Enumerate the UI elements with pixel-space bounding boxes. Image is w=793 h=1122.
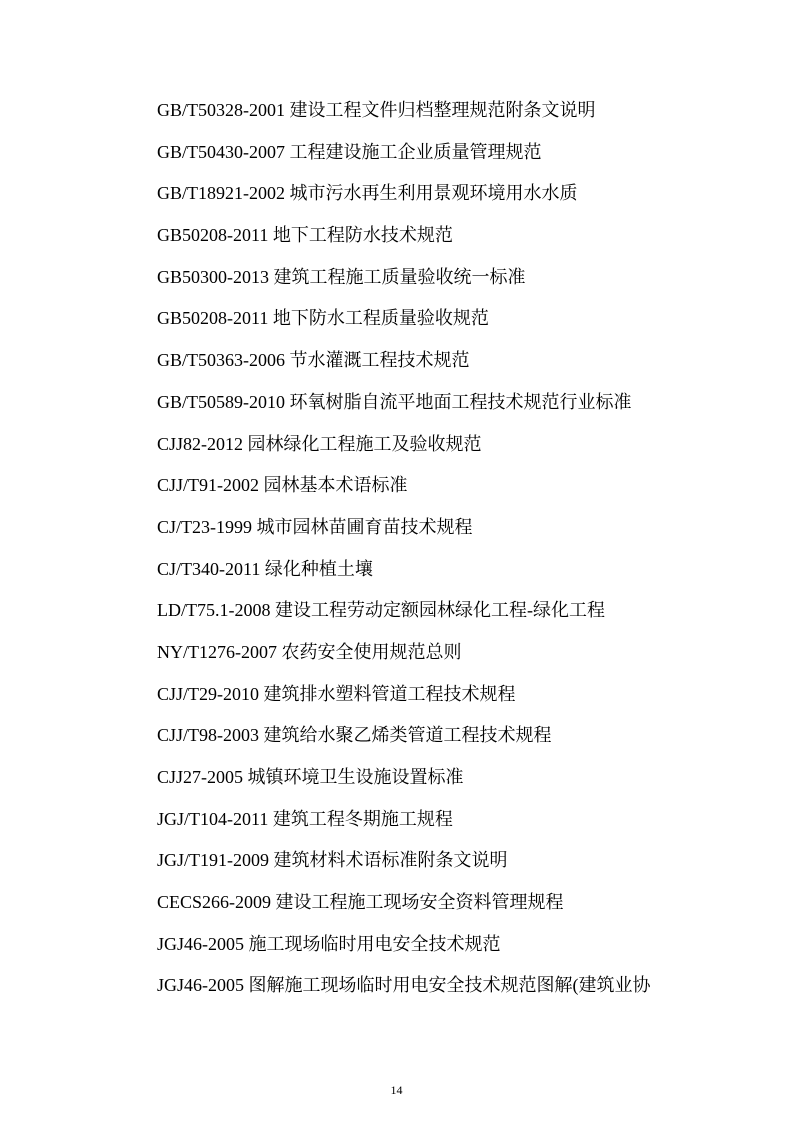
standard-item: GB/T50363-2006 节水灌溉工程技术规范 (157, 350, 470, 371)
standard-item: CJ/T340-2011 绿化种植土壤 (157, 558, 373, 579)
standard-item: NY/T1276-2007 农药安全使用规范总则 (157, 641, 462, 662)
standard-item: JGJ46-2005 图解施工现场临时用电安全技术规范图解(建筑业协 (157, 975, 651, 996)
standard-item: CJJ/T91-2002 园林基本术语标准 (157, 475, 408, 496)
standard-item: GB50300-2013 建筑工程施工质量验收统一标准 (157, 266, 526, 287)
standard-item: CJ/T23-1999 城市园林苗圃育苗技术规程 (157, 516, 473, 537)
standard-item: JGJ46-2005 施工现场临时用电安全技术规范 (157, 933, 501, 954)
standard-item: JGJ/T104-2011 建筑工程冬期施工规程 (157, 808, 453, 829)
standard-item: LD/T75.1-2008 建设工程劳动定额园林绿化工程-绿化工程 (157, 600, 605, 621)
standard-item: CJJ/T29-2010 建筑排水塑料管道工程技术规程 (157, 683, 516, 704)
standard-item: GB/T50328-2001 建设工程文件归档整理规范附条文说明 (157, 100, 596, 120)
standard-item: GB/T18921-2002 城市污水再生利用景观环境用水水质 (157, 183, 578, 204)
standard-item: GB/T50589-2010 环氧树脂自流平地面工程技术规范行业标准 (157, 391, 632, 412)
standard-item: GB50208-2011 地下工程防水技术规范 (157, 225, 453, 246)
standard-item: GB50208-2011 地下防水工程质量验收规范 (157, 308, 489, 329)
standard-item: JGJ/T191-2009 建筑材料术语标准附条文说明 (157, 850, 508, 871)
page-number: 14 (390, 1083, 403, 1097)
standard-item: CJJ/T98-2003 建筑给水聚乙烯类管道工程技术规程 (157, 725, 552, 746)
standards-list (157, 95, 757, 1012)
standard-item: CECS266-2009 建设工程施工现场安全资料管理规程 (157, 892, 564, 913)
standard-item: CJJ82-2012 园林绿化工程施工及验收规范 (157, 433, 482, 454)
standard-item: CJJ27-2005 城镇环境卫生设施设置标准 (157, 767, 464, 787)
standard-item: GB/T50430-2007 工程建设施工企业质量管理规范 (157, 141, 542, 162)
